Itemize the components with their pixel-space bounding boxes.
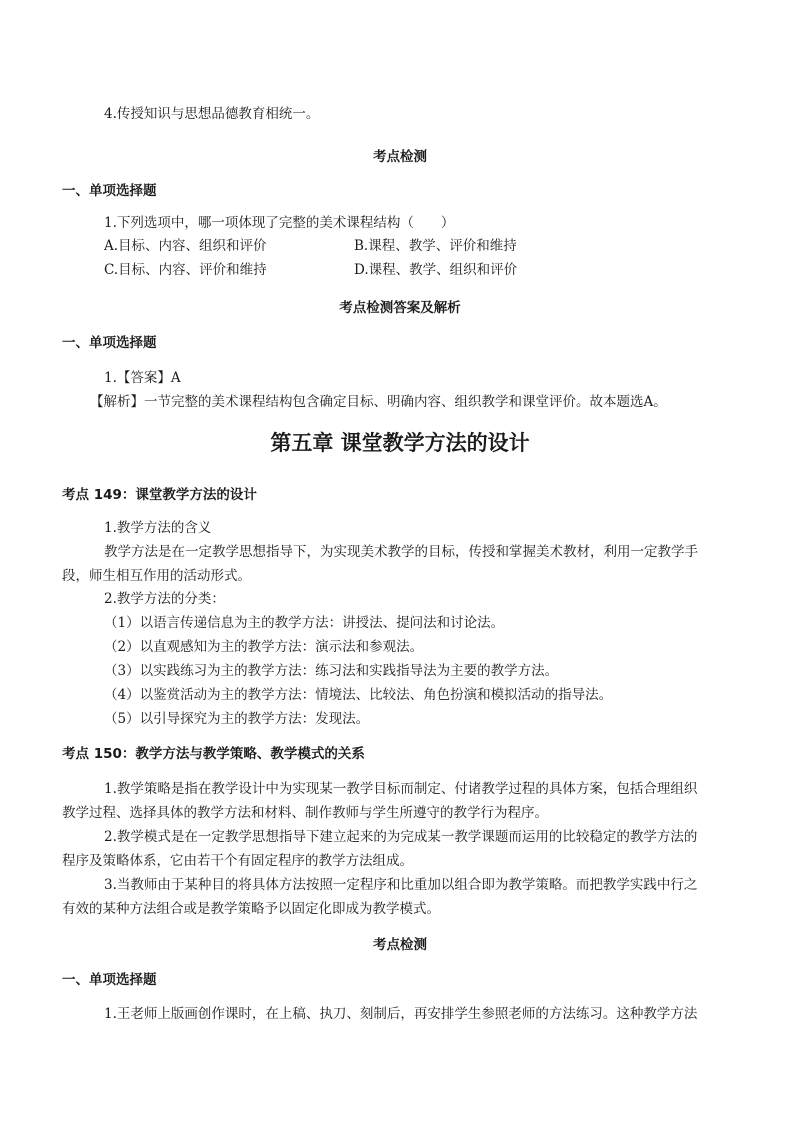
list-item: 4.传授知识与思想品德教育相统一。 (104, 106, 320, 122)
analysis-text: 【解析】一节完整的美术课程结构包含确定目标、明确内容、组织教学和课堂评价。故本题选A。 (90, 394, 667, 410)
question-text: 1.下列选项中，哪一项体现了完整的美术课程结构（ ） (104, 215, 455, 231)
sub-list-item: （1）以语言传递信息为主的教学方法：讲授法、提问法和讨论法。 (104, 615, 505, 631)
paragraph-line: 段，师生相互作用的活动形式。 (62, 568, 251, 584)
paragraph-line: 有效的某种方法组合或是教学策略予以固定化即成为教学模式。 (62, 901, 440, 917)
paragraph-line: 3.当教师由于某种目的将具体方法按照一定程序和比重加以组合即为教学策略。而把教学实践中行之 (104, 877, 698, 893)
option-d: D.课程、教学、组织和评价 (354, 262, 518, 278)
paragraph-line: 教学过程、选择具体的教学方法和材料、制作教师与学生所遵守的教学行为程序。 (62, 805, 548, 821)
paragraph-line: 1.教学策略是指在教学设计中为实现某一教学目标而制定、付诸教学过程的具体方案，包括合理组织 (104, 781, 698, 797)
section-heading: 考点检测 (373, 937, 427, 953)
section-heading: 考点检测答案及解析 (339, 300, 461, 316)
option-a: A.目标、内容、组织和评价 (104, 238, 267, 254)
chapter-title: 第五章 课堂教学方法的设计 (270, 431, 530, 455)
list-item: 1.教学方法的含义 (104, 520, 212, 536)
sub-list-item: （2）以直观感知为主的教学方法：演示法和参观法。 (104, 639, 424, 655)
section-heading: 考点检测 (373, 149, 427, 165)
sub-list-item: （3）以实践练习为主的教学方法：练习法和实践指导法为主要的教学方法。 (104, 663, 559, 679)
sub-list-item: （4）以鉴赏活动为主的教学方法：情境法、比较法、角色扮演和模拟活动的指导法。 (104, 687, 613, 703)
option-c: C.目标、内容、评价和维持 (104, 262, 267, 278)
answer-text: 1.【答案】A (104, 370, 181, 386)
question-text: 1.王老师上版画创作课时，在上稿、执刀、刻制后，再安排学生参照老师的方法练习。这种教学方法 (104, 1006, 698, 1022)
paragraph-line: 2.教学模式是在一定教学思想指导下建立起来的为完成某一教学课题而运用的比较稳定的教学方法的 (104, 829, 698, 845)
paragraph-line: 程序及策略体系，它由若干个有固定程序的教学方法组成。 (62, 853, 413, 869)
sub-list-item: （5）以引导探究为主的教学方法：发现法。 (104, 711, 370, 727)
paragraph-line: 教学方法是在一定教学思想指导下，为实现美术教学的目标，传授和掌握美术教材，利用一定教学手 (104, 544, 698, 560)
question-type-heading: 一、单项选择题 (62, 183, 157, 199)
exam-point-title: 考点 149：课堂教学方法的设计 (62, 487, 257, 503)
option-b: B.课程、教学、评价和维持 (354, 238, 517, 254)
exam-point-title: 考点 150：教学方法与教学策略、教学模式的关系 (62, 746, 365, 762)
list-item: 2.教学方法的分类： (104, 591, 225, 607)
question-type-heading: 一、单项选择题 (62, 972, 157, 988)
question-type-heading: 一、单项选择题 (62, 335, 157, 351)
